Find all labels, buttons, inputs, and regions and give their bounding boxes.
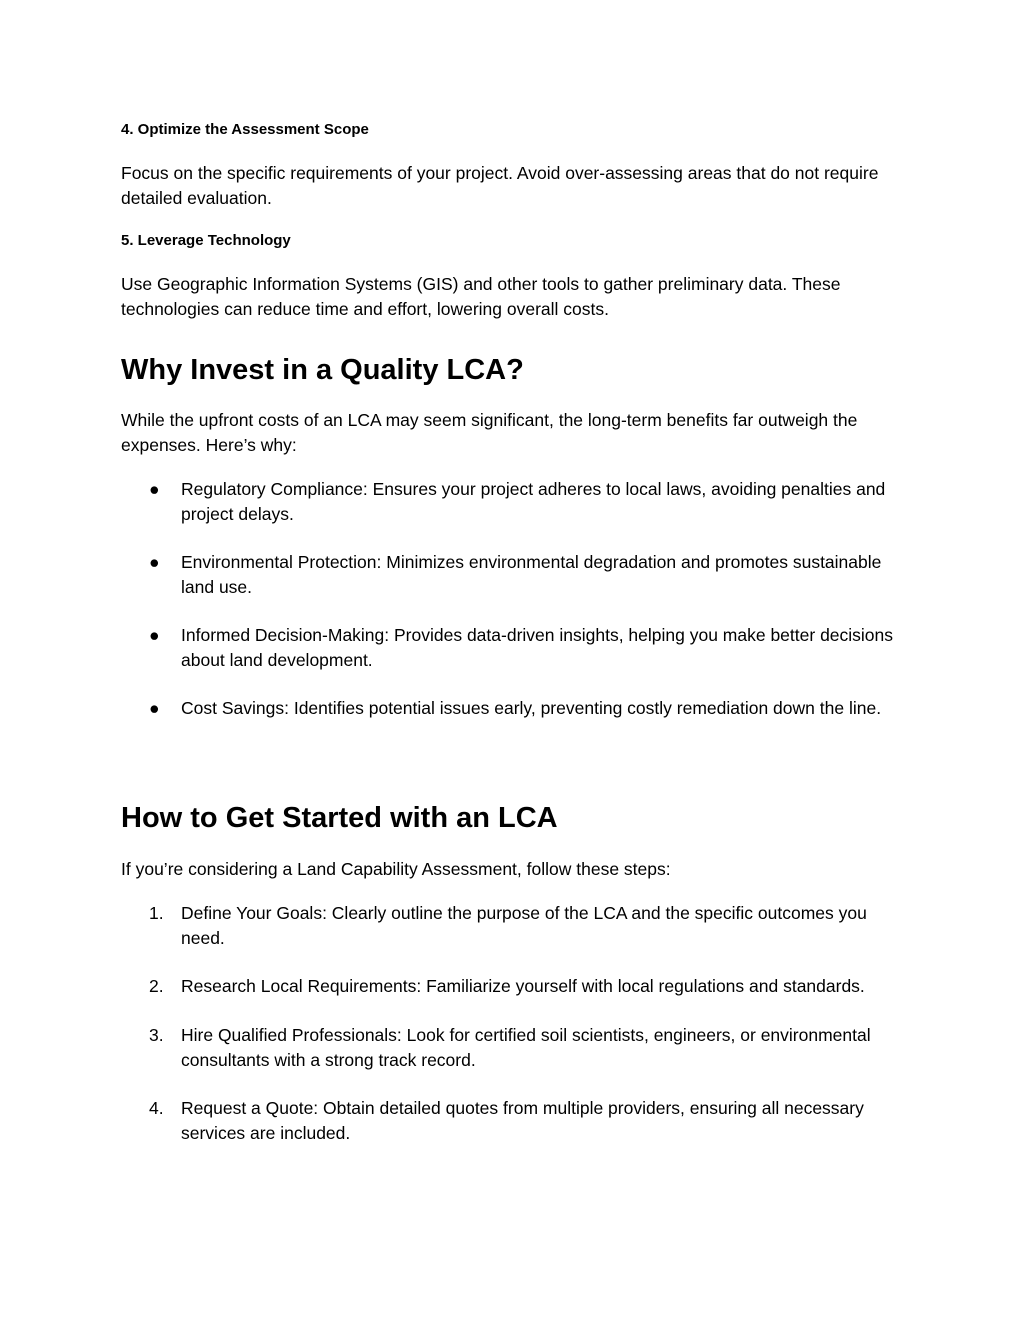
why-invest-intro: While the upfront costs of an LCA may seem significant, the long-term benefits far outweigh the expenses. Here’s why: (121, 410, 858, 455)
bullet-text: Informed Decision-Making: Provides data-driven insights, helping you make better decisions about land development. (181, 625, 894, 670)
tip4-heading: 4. Optimize the Assessment Scope (121, 121, 369, 138)
tip4-paragraph: Focus on the specific requirements of your project. Avoid over-assessing areas that do not require detailed evaluation. (121, 163, 879, 208)
bullet-marker: ● (149, 479, 160, 499)
why-invest-heading: Why Invest in a Quality LCA? (121, 354, 524, 386)
step-number: 4. (149, 1098, 164, 1118)
step-number: 3. (149, 1025, 164, 1045)
step-number: 1. (149, 903, 164, 923)
bullet-text: Cost Savings: Identifies potential issues early, preventing costly remediation down the line. (181, 698, 882, 718)
get-started-heading: How to Get Started with an LCA (121, 802, 558, 834)
step-text: Request a Quote: Obtain detailed quotes from multiple providers, ensuring all necessary services are included. (181, 1098, 864, 1143)
bullet-marker: ● (149, 552, 160, 572)
bullet-marker: ● (149, 698, 160, 718)
step-text: Research Local Requirements: Familiarize yourself with local regulations and standards. (181, 976, 865, 996)
bullet-text: Regulatory Compliance: Ensures your project adheres to local laws, avoiding penalties and project delays. (181, 479, 886, 524)
step-text: Define Your Goals: Clearly outline the purpose of the LCA and the specific outcomes you need. (181, 903, 867, 948)
tip5-paragraph: Use Geographic Information Systems (GIS) and other tools to gather preliminary data. These technologies can reduce time and effort, lowering overall costs. (121, 274, 841, 319)
get-started-intro: If you’re considering a Land Capability Assessment, follow these steps: (121, 859, 671, 879)
tip5-heading: 5. Leverage Technology (121, 232, 291, 249)
step-number: 2. (149, 976, 164, 996)
bullet-marker: ● (149, 625, 160, 645)
step-text: Hire Qualified Professionals: Look for certified soil scientists, engineers, or environmental consultants with a strong track record. (181, 1025, 871, 1070)
bullet-text: Environmental Protection: Minimizes environmental degradation and promotes sustainable land use. (181, 552, 882, 597)
